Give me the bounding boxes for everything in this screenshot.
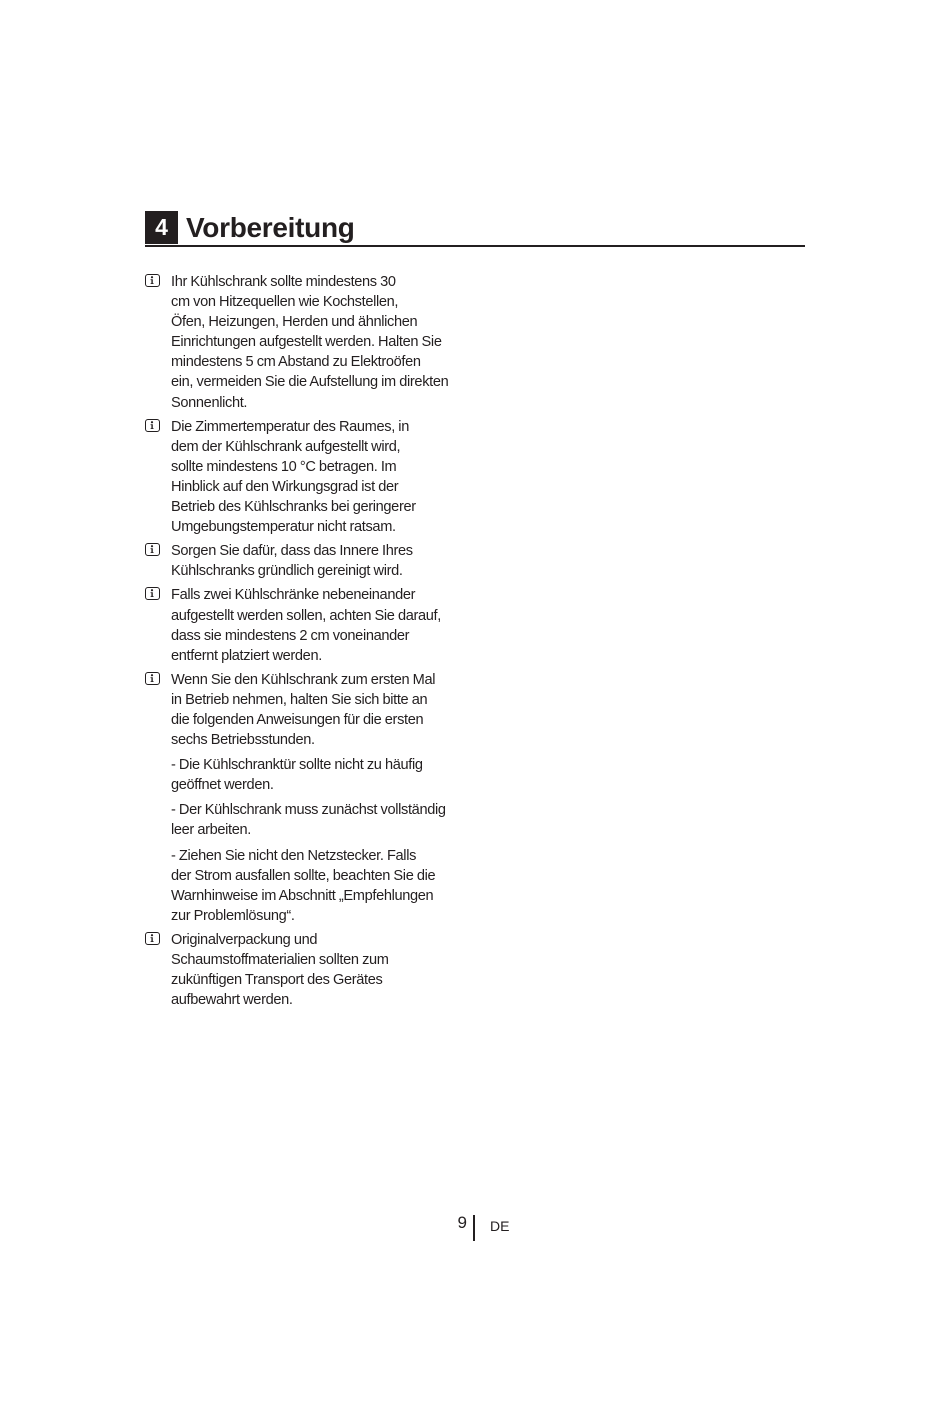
info-icon bbox=[145, 274, 160, 287]
section-header bbox=[145, 211, 805, 247]
section-number: 4 bbox=[145, 211, 178, 244]
info-note bbox=[145, 585, 475, 665]
info-note bbox=[145, 272, 475, 413]
note-text: Sorgen Sie dafür, dass das Innere Ihres Kühlschranks gründlich gereinigt wird. bbox=[171, 543, 413, 580]
info-icon bbox=[145, 672, 160, 685]
info-icon bbox=[145, 587, 160, 600]
section-title: Vorbereitung bbox=[186, 212, 355, 243]
info-note bbox=[145, 670, 475, 926]
info-icon bbox=[145, 419, 160, 432]
info-note bbox=[145, 541, 475, 581]
page-footer bbox=[0, 1212, 950, 1242]
info-icon bbox=[145, 543, 160, 556]
note-text: Originalverpackung und Schaumstoffmaterialien sollten zum zukünftigen Transport des Gerätes aufbewahrt werden. bbox=[171, 931, 389, 1009]
note-subitem: - Ziehen Sie nicht den Netzstecker. Falls der Strom ausfallen sollte, beachten Sie die Warnhinweise im Abschnitt „Empfehlungen zur Problemlösung“. bbox=[171, 847, 436, 924]
footer-divider bbox=[473, 1215, 475, 1241]
note-text: Wenn Sie den Kühlschrank zum ersten Mal in Betrieb nehmen, halten Sie sich bitte an die folgenden Anweisungen für die ersten sechs Betriebsstunden. bbox=[171, 671, 436, 749]
note-text: Die Zimmertemperatur des Raumes, in dem der Kühlschrank aufgestellt wird, sollte mindestens 10 °C betragen. Im Hinblick auf den Wirkungsgrad ist der Betrieb des Kühlschranks bei geringerer Umgebungstemperatur nicht ratsam. bbox=[171, 418, 416, 536]
info-note bbox=[145, 417, 475, 538]
language-code: DE bbox=[490, 1218, 510, 1234]
notes-list bbox=[145, 272, 475, 1014]
info-icon bbox=[145, 932, 160, 945]
page-number: 9 bbox=[457, 1213, 467, 1232]
note-text: Falls zwei Kühlschränke nebeneinander aufgestellt werden sollen, achten Sie darauf, dass sie mindestens 2 cm voneinander entfernt platziert werden. bbox=[171, 587, 441, 664]
info-note bbox=[145, 930, 475, 1010]
note-subitem: - Die Kühlschranktür sollte nicht zu häufig geöffnet werden. bbox=[171, 757, 423, 794]
note-text: Ihr Kühlschrank sollte mindestens 30 cm von Hitzequellen wie Kochstellen, Öfen, Heizungen, Herden und ähnlichen Einrichtungen aufgestellt werden. Halten Sie mindestens 5 cm Abstand zu Elektroöfen ein, vermeiden Sie die Aufstellung im direkten Sonnenlicht. bbox=[171, 274, 449, 411]
note-subitem: - Der Kühlschrank muss zunächst vollständig leer arbeiten. bbox=[171, 802, 446, 839]
